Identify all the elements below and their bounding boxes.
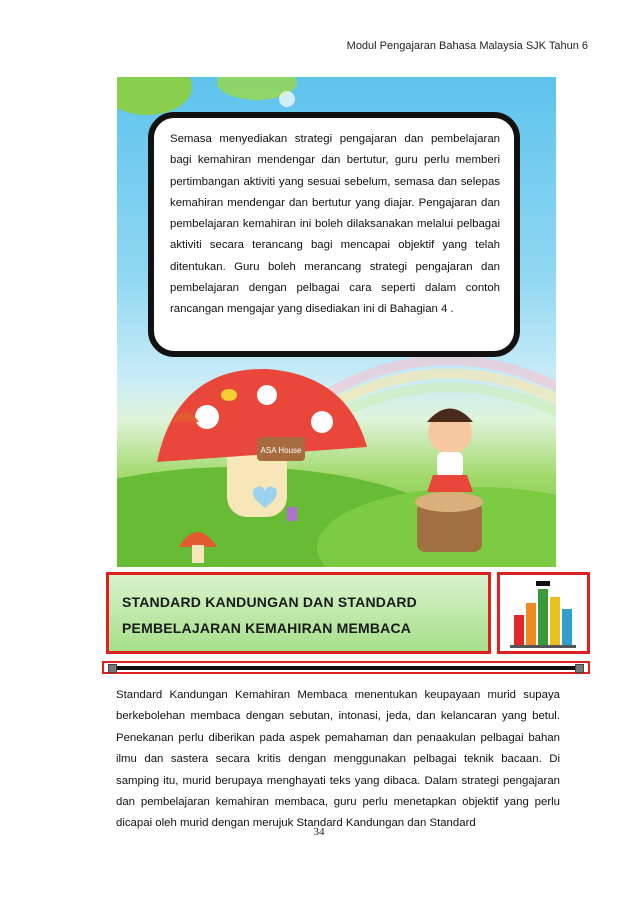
- bar-graphic-box: [497, 572, 590, 654]
- section-heading-line1: STANDARD KANDUNGAN DAN STANDARD: [122, 594, 417, 610]
- page-header: Modul Pengajaran Bahasa Malaysia SJK Tahun 6: [346, 40, 588, 52]
- bird-icon: [221, 389, 237, 401]
- intro-paragraph: Semasa menyediakan strategi pengajaran dan pembelajaran bagi kemahiran mendengar dan bertutur, guru perlu memberi pertimbangan aktiviti yang sesuai sebelum, semasa dan selepas kemahiran mendengar dan bertutur yang diajar. Pengajaran dan pembelajaran kemahiran ini boleh dilaksanakan melalui pelbagai aktiviti secara terancang bagi mencapai objektif yang telah ditentukan. Guru boleh merancang strategi pengajaran dan pembelajaran dengan pelbagai cara seperti dalam contoh rancangan mengajar yang disediakan ini di Bahagian 4 .: [170, 133, 500, 316]
- divider-square-left: [108, 664, 117, 673]
- section-heading-line2: PEMBELAJARAN KEMAHIRAN MEMBACA: [122, 620, 412, 636]
- section-divider: [102, 661, 590, 674]
- leaves-top-left: [117, 77, 192, 115]
- sign-text: ASA House: [260, 446, 302, 455]
- intro-textbox: [148, 112, 520, 357]
- divider-square-right: [575, 664, 584, 673]
- graduation-cap-icon: [536, 581, 550, 586]
- colorful-bars-icon: [500, 575, 587, 651]
- body-paragraph: Standard Kandungan Kemahiran Membaca menentukan keupayaan murid supaya berkebolehan membaca dengan sebutan, intonasi, jeda, dan kelancaran yang betul. Penekanan perlu diberikan pada aspek pemahaman dan penaakulan pelbagai bahan ilmu dan sastera secara kritis dengan menggunakan pelbagai teknik bacaan. Di samping itu, murid berupaya menghayati teks yang dibaca. Dalam strategi pengajaran dan pembelajaran kemahiran membaca, guru perlu menetapkan objektif yang perlu dicapai oleh murid dengan merujuk Standard Kandungan dan Standard: [116, 689, 560, 830]
- section-heading-banner: [106, 572, 491, 654]
- page-number: 34: [313, 826, 325, 838]
- flower-icon: [279, 91, 295, 107]
- lantern-icon: [287, 507, 297, 521]
